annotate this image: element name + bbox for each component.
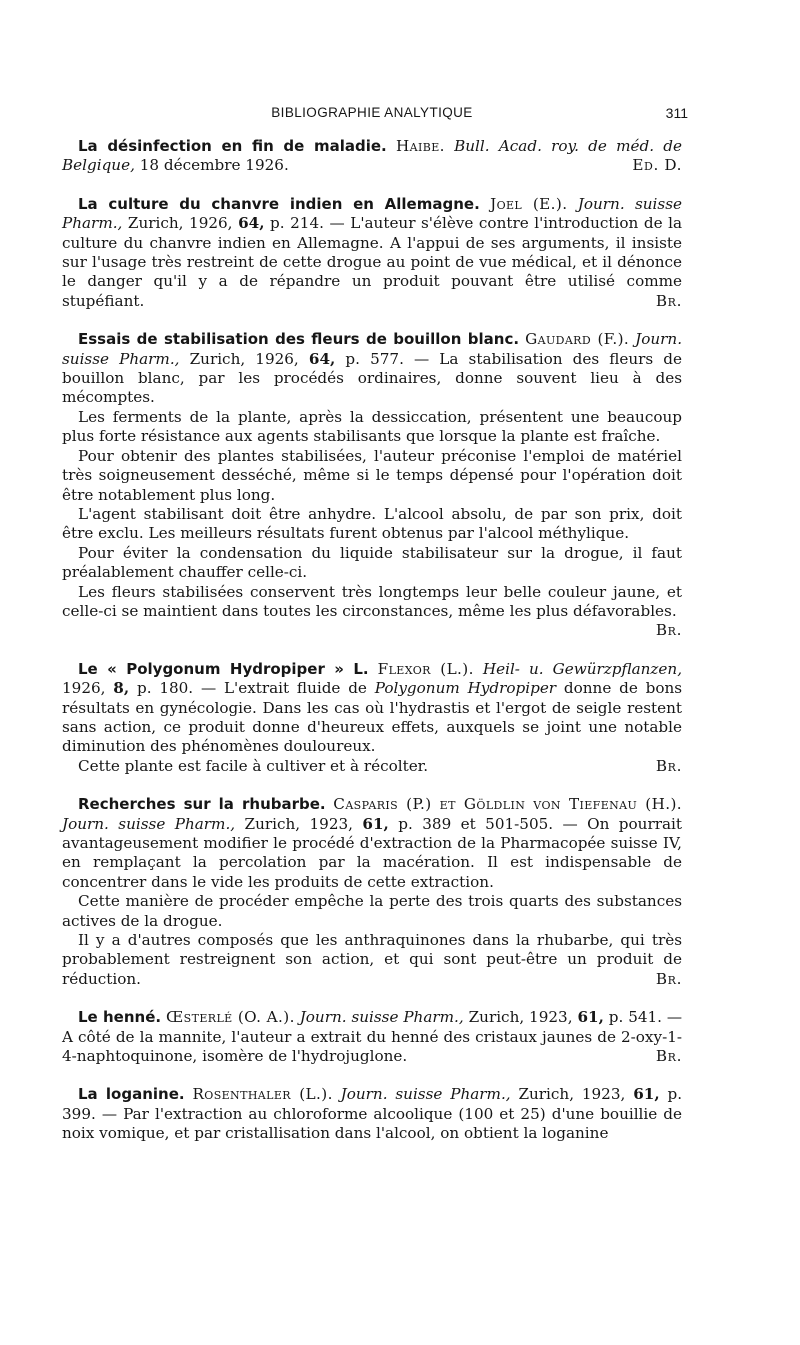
entry-text-after: donne de bons résultats en gynécologie. Dans les cas où l'hydrastis et l'ergot de seigle restent sans action, ce produit donne d'heureux effets, auxquels se joint une notable diminution des phénomènes douloureux. [62, 679, 683, 756]
entry-volume: 64, [238, 214, 265, 233]
entry-source: Journ. suisse Pharm., [340, 1085, 511, 1104]
entry-text: — L'auteur s'élève contre l'introduction de la culture du chanvre indien en Allemagne. A l'appui de ses arguments, il insiste sur l'usage très restreint de cette drogue au point de vue médical, et il dénonce le danger qu'il y a de répandre un produit pouvant être utilisé comme stupéfiant. [62, 214, 683, 310]
entry-paragraph: L'agent stabilisant doit être anhydre. L'alcool absolu, de par son prix, doit être exclu. Les meilleurs résultats furent obtenus par l'alcool méthylique. [62, 504, 682, 543]
entry-volume: 61, [633, 1085, 660, 1104]
entry-volume: 8, [113, 679, 130, 698]
bibliography-entry [62, 330, 682, 641]
entry-title: La désinfection en fin de maladie. [78, 137, 387, 155]
entry-details: Zurich, 1923, [244, 814, 353, 833]
page-number: 311 [665, 105, 688, 121]
entry-author: Rosenthaler (L.). [192, 1085, 333, 1104]
entry-initials: Br. [655, 969, 682, 988]
entry-text-before: — L'extrait fluide de [200, 679, 367, 698]
entry-source: Journ. suisse Pharm., [299, 1008, 464, 1027]
entry-source: Bull. Acad. roy. de méd. de Belgique, [62, 137, 683, 175]
page-header [62, 105, 688, 127]
entry-author: Gaudard (F.). [525, 330, 630, 349]
entry-details: Zurich, 1926, [189, 349, 299, 368]
entry-paragraph [62, 137, 682, 176]
running-title: BIBLIOGRAPHIE ANALYTIQUE [271, 105, 473, 120]
bibliography-entry [62, 660, 682, 776]
entry-details: Zurich, 1926, [127, 214, 233, 233]
entry-pages: p. 541. [608, 1008, 663, 1027]
entry-paragraph [62, 757, 682, 776]
bibliography-entry [62, 1085, 682, 1143]
entry-pages: p. 399. [62, 1085, 683, 1123]
entry-paragraph [62, 195, 682, 311]
entry-source: Journ. suisse Pharm., [62, 330, 683, 368]
entry-paragraph [62, 931, 682, 989]
entry-author: Casparis (P.) et Göldlin von Tiefenau (H.). [333, 795, 682, 814]
entry-source: Journ. suisse Pharm., [62, 194, 682, 233]
entry-text: — On pourrait avantageusement modifier le procédé d'extraction de la Pharmacopée suisse IV, en remplaçant la percolation par la macération. Il est indispensable de concentrer dans le vide les produits de cette extraction. [62, 814, 682, 891]
entry-pages: p. 180. [136, 679, 194, 698]
entry-author: Joel (E.). [490, 194, 568, 213]
entry-title: Le henné. [78, 1008, 162, 1027]
entry-volume: 61, [362, 814, 389, 833]
entry-paragraph: Pour éviter la condensation du liquide stabilisateur sur la drogue, il faut préalablement chauffer celle-ci. [62, 543, 682, 582]
entry-title: Recherches sur la rhubarbe. [78, 795, 326, 814]
entry-details: Zurich, 1923, [468, 1008, 573, 1027]
entry-paragraph-text: Il y a d'autres composés que les anthraquinones dans la rhubarbe, qui très probablement restreignent son action, et qui sont peut-être un produit de réduction. [62, 931, 682, 988]
entry-paragraph [62, 660, 682, 757]
entry-text: — La stabilisation des fleurs de bouillon blanc, par les procédés ordinaires, donne souvent lieu à des mécomptes. [62, 349, 683, 407]
entry-author: Œsterlé (O. A.). [165, 1008, 295, 1027]
bibliography-entry [62, 795, 682, 989]
entry-paragraph: Les ferments de la plante, après la dessiccation, présentent une beaucoup plus forte résistance aux agents stabilisants que lorsque la plante est fraîche. [62, 407, 682, 446]
entry-paragraph [62, 795, 682, 892]
entry-author: Haibe. [395, 137, 445, 155]
entry-title: Le « Polygonum Hydropiper » L. [78, 659, 369, 678]
entry-paragraph [62, 582, 682, 640]
entry-title: La loganine. [78, 1085, 185, 1104]
entry-title: Essais de stabilisation des fleurs de bouillon blanc. [78, 330, 520, 349]
entry-text-italic: Polygonum Hydropiper [374, 679, 557, 698]
bibliography-entry [62, 137, 682, 176]
entry-source: Heil- u. Gewürzpflanzen, [482, 659, 683, 678]
bibliography-entry [62, 195, 682, 311]
entry-paragraph [62, 1008, 682, 1066]
entry-title: La culture du chanvre indien en Allemagne. [78, 194, 480, 213]
entry-paragraph: Pour obtenir des plantes stabilisées, l'auteur préconise l'emploi de matériel très soigneusement desséché, même si le temps dépensé pour l'opération doit être notablement plus long. [62, 446, 682, 504]
entry-volume: 64, [308, 349, 336, 368]
entry-initials: Ed. D. [632, 156, 682, 175]
entry-initials: Br. [655, 621, 682, 640]
entry-pages: p. 214. [270, 214, 324, 233]
entry-source: Journ. suisse Pharm., [62, 814, 236, 833]
entry-volume: 61, [577, 1008, 604, 1027]
bibliography-entry [62, 1008, 682, 1066]
entry-pages: p. 577. [345, 349, 404, 368]
entry-details: 18 décembre 1926. [139, 156, 289, 175]
entry-paragraph-text: Cette plante est facile à cultiver et à récolter. [78, 756, 429, 775]
entry-text: — A côté de la mannite, l'auteur a extrait du henné des cristaux jaunes de 2-oxy-1-4-naphtoquinone, isomère de l'hydrojuglone. [62, 1008, 683, 1066]
page-body [62, 137, 682, 1163]
entry-details: 1926, [62, 679, 106, 698]
entry-paragraph-text: Les fleurs stabilisées conservent très longtemps leur belle couleur jaune, et celle-ci se maintient dans toutes les circonstances, même les plus défavorables. [62, 582, 682, 620]
entry-initials: Br. [655, 756, 682, 775]
entry-details: Zurich, 1923, [518, 1085, 626, 1104]
entry-paragraph [62, 330, 682, 408]
entry-initials: Br. [655, 291, 682, 310]
entry-pages: p. 389 et 501-505. [398, 814, 554, 833]
entry-paragraph: Cette manière de procéder empêche la perte des trois quarts des substances actives de la drogue. [62, 892, 682, 930]
entry-author: Flexor (L.). [377, 659, 474, 678]
entry-paragraph [62, 1085, 682, 1143]
entry-initials: Br. [655, 1047, 682, 1066]
entry-text: — Par l'extraction au chloroforme alcoolique (100 et 25) d'une bouillie de noix vomique, et par cristallisation dans l'alcool, on obtient la loganine [62, 1104, 683, 1143]
